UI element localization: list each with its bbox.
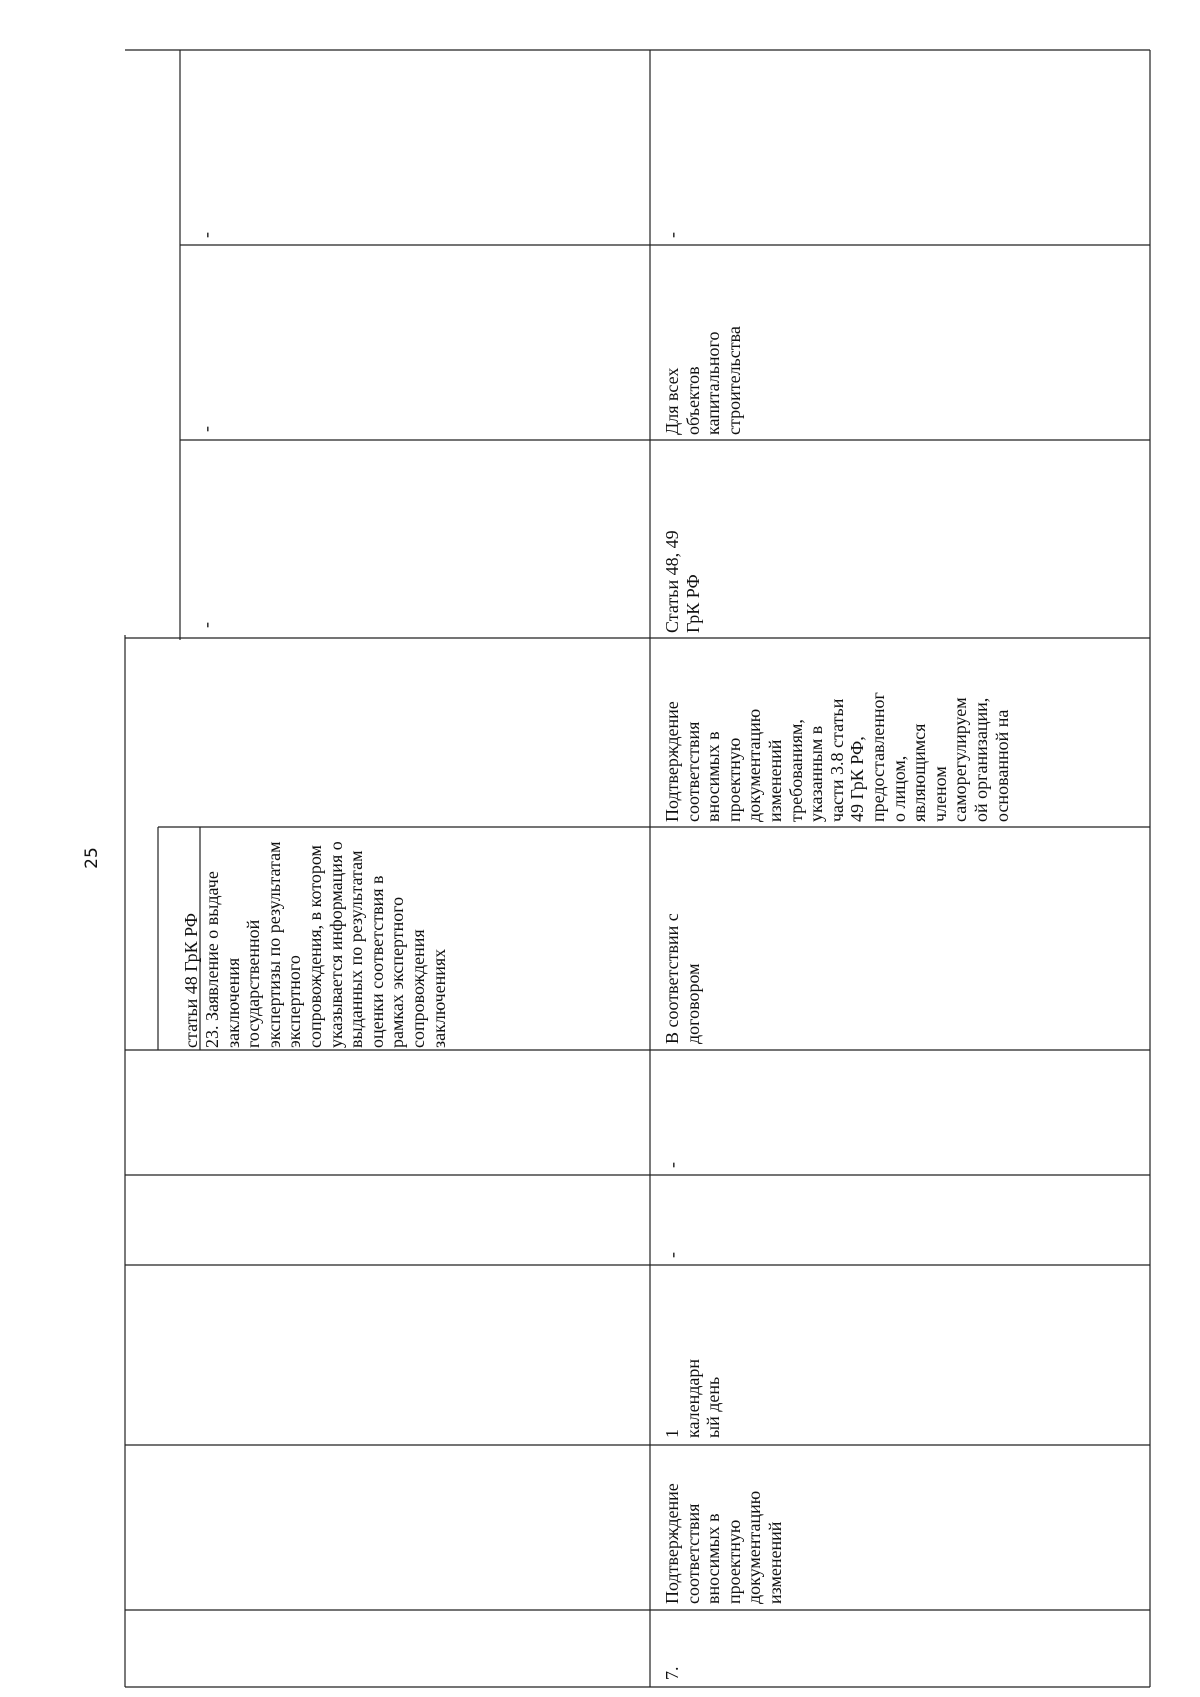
page-number: 25 xyxy=(82,847,102,869)
row7-col5-dash: - xyxy=(662,1162,682,1168)
row7-name: Подтверждение соответствия вносимых в проектную документацию изменений xyxy=(662,1483,785,1604)
top-col8-dash: - xyxy=(196,426,216,432)
row7-number: 7. xyxy=(662,1666,682,1680)
row7-col9-text: Для всех объектов капитального строительства xyxy=(662,326,744,435)
row7-term: 1 календарн ый день xyxy=(662,1358,724,1438)
top-col5-text: 23. Заявление о выдаче заключения государственной экспертизы по результатам экспертного сопровождения, в котором указывается информация о выданных по результатам оценки соответствия в рамках экспертного сопровождения заключениях xyxy=(202,841,449,1048)
row7-col7-text: Подтверждение соответствия вносимых в проектную документацию изменений требованиям, указанным в части 3.8 статьи 49 ГрК РФ, предоставленног о лицом, являющимся членом саморегулируем ой организации, основанной на xyxy=(662,692,1012,822)
row7-col8-text: Статьи 48, 49 ГрК РФ xyxy=(662,530,703,633)
row7-col6-text: В соответствии с договором xyxy=(662,913,703,1044)
top-col9-dash: - xyxy=(196,232,216,238)
top-col7-dash: - xyxy=(196,622,216,628)
row7-col4-dash: - xyxy=(662,1252,682,1258)
top-col5-header: статьи 48 ГрК РФ xyxy=(180,912,201,1048)
row7-col10-dash: - xyxy=(662,232,682,238)
